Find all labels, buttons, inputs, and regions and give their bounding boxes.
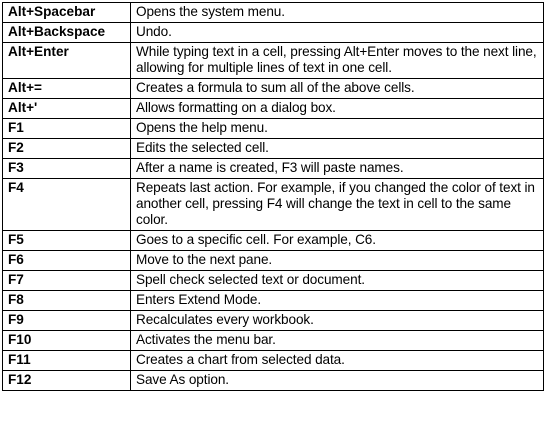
shortcut-table-body (3, 3, 544, 391)
table-row (3, 23, 544, 43)
shortcut-key: F4 (3, 179, 131, 231)
shortcut-key: F6 (3, 251, 131, 271)
shortcut-key: F9 (3, 311, 131, 331)
shortcut-key: F1 (3, 119, 131, 139)
shortcut-key: F11 (3, 351, 131, 371)
table-row (3, 139, 544, 159)
table-row (3, 3, 544, 23)
shortcut-key: Alt+' (3, 99, 131, 119)
shortcut-description: Recalculates every workbook. (131, 311, 544, 331)
shortcut-description: Allows formatting on a dialog box. (131, 99, 544, 119)
shortcut-description: Goes to a specific cell. For example, C6. (131, 231, 544, 251)
shortcut-key: Alt+Enter (3, 43, 131, 79)
table-row (3, 159, 544, 179)
shortcut-description: Spell check selected text or document. (131, 271, 544, 291)
shortcut-description: Move to the next pane. (131, 251, 544, 271)
table-row (3, 371, 544, 391)
shortcut-key: Alt+= (3, 79, 131, 99)
shortcut-description: Edits the selected cell. (131, 139, 544, 159)
table-row (3, 99, 544, 119)
shortcut-description: Save As option. (131, 371, 544, 391)
shortcut-description: Opens the system menu. (131, 3, 544, 23)
table-row (3, 351, 544, 371)
table-row (3, 79, 544, 99)
shortcut-key: F8 (3, 291, 131, 311)
shortcut-description: Activates the menu bar. (131, 331, 544, 351)
shortcut-key: F10 (3, 331, 131, 351)
shortcut-key: F12 (3, 371, 131, 391)
table-row (3, 179, 544, 231)
shortcut-key: F7 (3, 271, 131, 291)
shortcut-key: F3 (3, 159, 131, 179)
table-row (3, 119, 544, 139)
shortcut-key: Alt+Backspace (3, 23, 131, 43)
shortcut-description: While typing text in a cell, pressing Alt+Enter moves to the next line, allowing for multiple lines of text in one cell. (131, 43, 544, 79)
shortcut-description: After a name is created, F3 will paste names. (131, 159, 544, 179)
shortcut-key: Alt+Spacebar (3, 3, 131, 23)
table-row (3, 291, 544, 311)
shortcut-key: F5 (3, 231, 131, 251)
shortcut-description: Creates a formula to sum all of the above cells. (131, 79, 544, 99)
table-row (3, 271, 544, 291)
table-row (3, 251, 544, 271)
table-row (3, 43, 544, 79)
table-row (3, 311, 544, 331)
shortcut-description: Undo. (131, 23, 544, 43)
shortcut-table (2, 2, 544, 391)
table-row (3, 331, 544, 351)
shortcut-description: Repeats last action. For example, if you changed the color of text in another cell, pressing F4 will change the text in cell to the same color. (131, 179, 544, 231)
table-row (3, 231, 544, 251)
shortcut-description: Creates a chart from selected data. (131, 351, 544, 371)
shortcut-description: Opens the help menu. (131, 119, 544, 139)
shortcut-key: F2 (3, 139, 131, 159)
shortcut-description: Enters Extend Mode. (131, 291, 544, 311)
